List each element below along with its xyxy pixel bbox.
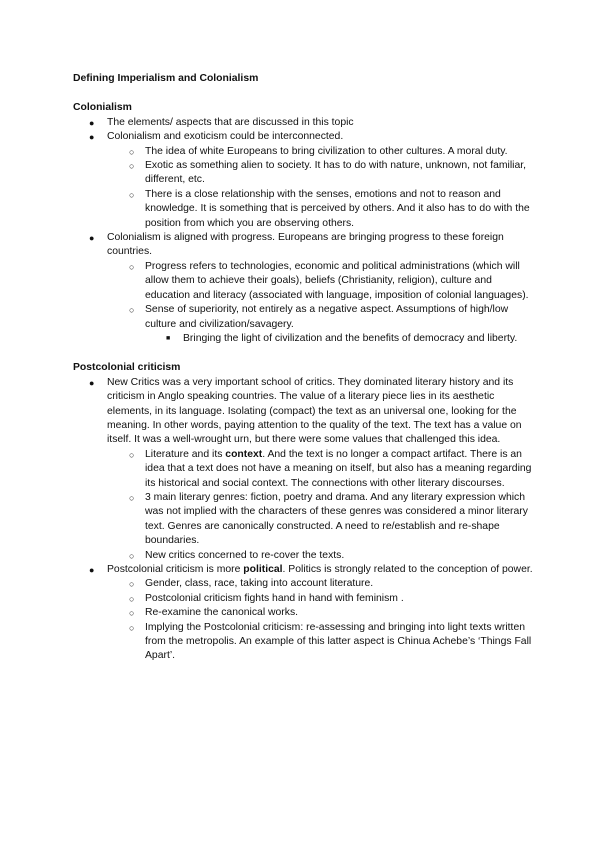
list-item-text: Gender, class, race, taking into account literature. — [145, 578, 374, 590]
bullet-circle-icon: ○ — [129, 449, 135, 460]
list-item — [73, 145, 533, 159]
bullet-disc-icon: ● — [89, 377, 95, 388]
list-item — [73, 621, 533, 664]
bullet-circle-icon: ○ — [129, 608, 135, 619]
list-item — [73, 231, 533, 260]
list-item — [73, 376, 533, 448]
colonialism-list — [73, 116, 533, 347]
list-item — [73, 491, 533, 549]
list-item — [73, 448, 533, 491]
list-item-text: Re-examine the canonical works. — [145, 607, 299, 619]
list-item-text: 3 main literary genres: fiction, poetry and drama. And any literary expression which was not implied with the characters of these genres was considered a minor literary text. Genres are canonically constructed. A need to re/establish and re-shape boundaries. — [145, 491, 528, 547]
list-item-text: Bringing the light of civilization and the benefits of democracy and liberty. — [183, 332, 518, 344]
list-item — [73, 577, 533, 591]
list-item — [73, 188, 533, 231]
list-item — [73, 303, 533, 332]
bullet-disc-icon: ● — [89, 117, 95, 128]
list-item — [73, 130, 533, 144]
list-item-text-post: . Politics is strongly related to the conception of power. — [282, 564, 533, 575]
list-item — [73, 606, 533, 620]
bullet-circle-icon: ○ — [129, 622, 135, 633]
bullet-disc-icon: ● — [89, 233, 95, 244]
list-item-text: Progress refers to technologies, economic and political administrations (which will allow them to achieve their goals), beliefs (Christianity, religion), culture and education and literacy (associated with language, imposition of colonial languages). — [145, 260, 529, 301]
bullet-circle-icon: ○ — [129, 593, 135, 604]
list-item-text: Postcolonial criticism fights hand in hand with feminism . — [145, 592, 404, 604]
list-item-text-pre: Postcolonial criticism is more — [107, 564, 244, 575]
list-item — [73, 563, 533, 577]
bullet-circle-icon: ○ — [129, 189, 135, 200]
list-item-text: Exotic as something alien to society. It has to do with nature, unknown, not familiar, different, etc. — [145, 160, 526, 186]
list-item-text: There is a close relationship with the senses, emotions and not to reason and knowledge. It is something that is perceived by others. And it also has to do with the position from which you are observing others. — [145, 188, 530, 229]
bullet-square-icon: ■ — [166, 334, 171, 342]
list-item — [73, 116, 533, 130]
bullet-circle-icon: ○ — [129, 579, 135, 590]
bullet-circle-icon: ○ — [129, 550, 135, 561]
list-item-text-post: . And the text is no longer a compact artifact. There is an idea that a text does not have a meaning on itself, but also has a meaning regarding its historical and social context. The connections with other literary discourses. — [145, 448, 532, 489]
list-item-text: Colonialism and exoticism could be interconnected. — [107, 131, 344, 143]
bullet-circle-icon: ○ — [129, 146, 135, 157]
list-item — [73, 159, 533, 188]
list-item-text: The elements/ aspects that are discussed in this topic — [107, 116, 354, 128]
bullet-disc-icon: ● — [89, 565, 95, 575]
document-title: Defining Imperialism and Colonialism — [73, 73, 259, 84]
bullet-circle-icon: ○ — [129, 305, 135, 316]
list-item-text: The idea of white Europeans to bring civilization to other cultures. A moral duty. — [145, 145, 508, 157]
section-heading-colonialism: Colonialism — [73, 102, 132, 114]
bullet-circle-icon: ○ — [129, 161, 135, 172]
bullet-circle-icon: ○ — [129, 261, 135, 272]
list-item — [73, 332, 533, 346]
list-item-text: New Critics was a very important school of critics. They dominated literary history and its criticism in Anglo speaking countries. The value of a literary piece lies in its aesthetic elements, in its language. Isolating (compact) the text as an universal one, looking for the meaning. In other words, paying attention to the quality of the text. The text has a value on itself. It was a well-wrought urn, but there were some values that challenged this idea. — [107, 376, 522, 446]
section-heading-postcolonial-criticism: Postcolonial criticism — [73, 362, 181, 374]
list-item-text: Sense of superiority, not entirely as a negative aspect. Assumptions of high/low culture and civilization/savagery. — [145, 304, 509, 330]
list-item — [73, 260, 533, 303]
list-item-text-pre: Literature and its — [145, 448, 226, 460]
list-item-text: Colonialism is aligned with progress. Europeans are bringing progress to these foreign countries. — [107, 232, 504, 258]
emphasis-political: political — [243, 564, 283, 575]
list-item-text: Implying the Postcolonial criticism: re-assessing and bringing into light texts written from the metropolis. An example of this latter aspect is Chinua Achebe’s ‘Things Fall Apart’. — [145, 621, 532, 662]
emphasis-context: context — [225, 448, 263, 460]
bullet-disc-icon: ● — [89, 132, 95, 143]
document-page — [73, 72, 533, 664]
list-item — [73, 592, 533, 606]
list-item-text: New critics concerned to re-cover the texts. — [145, 549, 345, 561]
bullet-circle-icon: ○ — [129, 492, 135, 503]
postcolonial-list — [73, 376, 533, 664]
list-item — [73, 549, 533, 563]
